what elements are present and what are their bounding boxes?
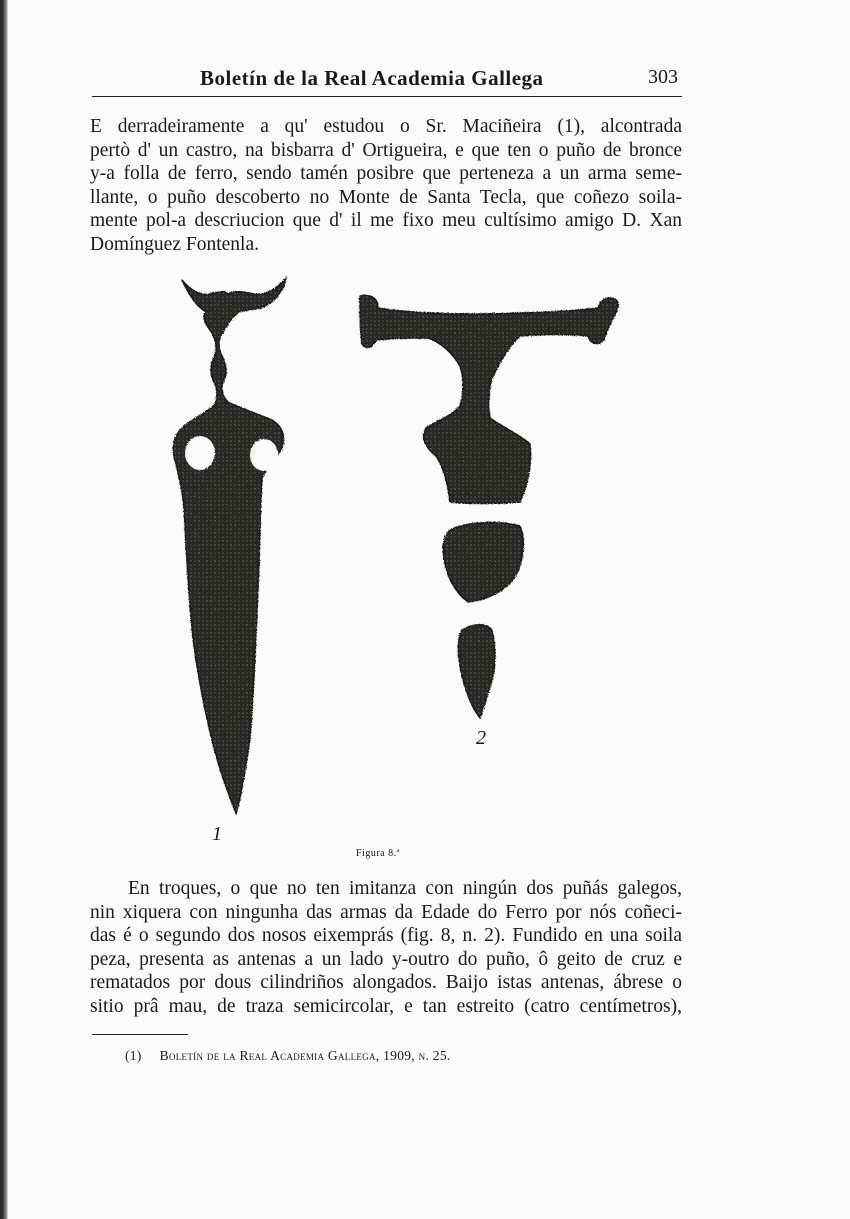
footnote-text: Boletín de la Real Academia Gallega, 1909, n. 25. xyxy=(159,1048,451,1063)
text-line: Domínguez Fontenla. xyxy=(90,233,259,255)
text-line: llante, o puño descoberto no Monte de Santa Tecla, que coñezo soila- xyxy=(90,186,682,208)
text-line: rematados por dous cilindriños alongados. Baijo istas antenas, ábrese o xyxy=(90,972,682,993)
footnote xyxy=(125,1048,451,1064)
text-line: mente pol-a descriucion que d' il me fixo meu cultísimo amigo D. Xan xyxy=(90,210,682,231)
text-line: E derradeiramente a qu' estudou o Sr. Maciñeira (1), alcontrada xyxy=(90,116,682,137)
page-number: 303 xyxy=(648,66,678,88)
figure-caption: Figura 8.ª xyxy=(356,848,400,859)
figure-dagger-illustration xyxy=(170,268,640,858)
figure-mark-2: 2 xyxy=(476,727,486,749)
footnote-number: (1) xyxy=(125,1048,142,1063)
text-line: sitio prâ mau, de traza semicircolar, e tan estreito (catro centímetros), xyxy=(90,995,682,1017)
text-line: nin xiquera con ningunha das armas da Edade do Ferro por nós coñeci- xyxy=(90,901,682,923)
text-line: das é o segundo dos nosos eixemprás (fig. 8, n. 2). Fundido en una soila xyxy=(90,925,682,946)
footnote-rule xyxy=(92,1034,188,1035)
figure-mark-1: 1 xyxy=(212,823,222,845)
book-binding-edge xyxy=(0,0,8,1219)
text-line: y-a folla de ferro, sendo tamén posibre que perteneza a un arma seme- xyxy=(90,163,682,184)
running-head xyxy=(92,62,682,97)
text-line: peza, presenta as antenas a un lado y-outro do puño, ô geito de cruz e xyxy=(90,948,682,970)
running-title: Boletín de la Real Academia Gallega xyxy=(200,66,544,90)
paragraph-2 xyxy=(90,877,682,1018)
paragraph-1 xyxy=(90,115,682,256)
dagger-1 xyxy=(173,278,286,813)
dagger-drawing xyxy=(170,268,640,858)
dagger-2 xyxy=(359,295,618,718)
text-line: pertò d' un castro, na bisbarra d' Ortigueira, e que ten o puño de bronce xyxy=(90,139,682,161)
text-line: En troques, o que no ten imitanza con ningún dos puñás galegos, xyxy=(128,878,682,899)
